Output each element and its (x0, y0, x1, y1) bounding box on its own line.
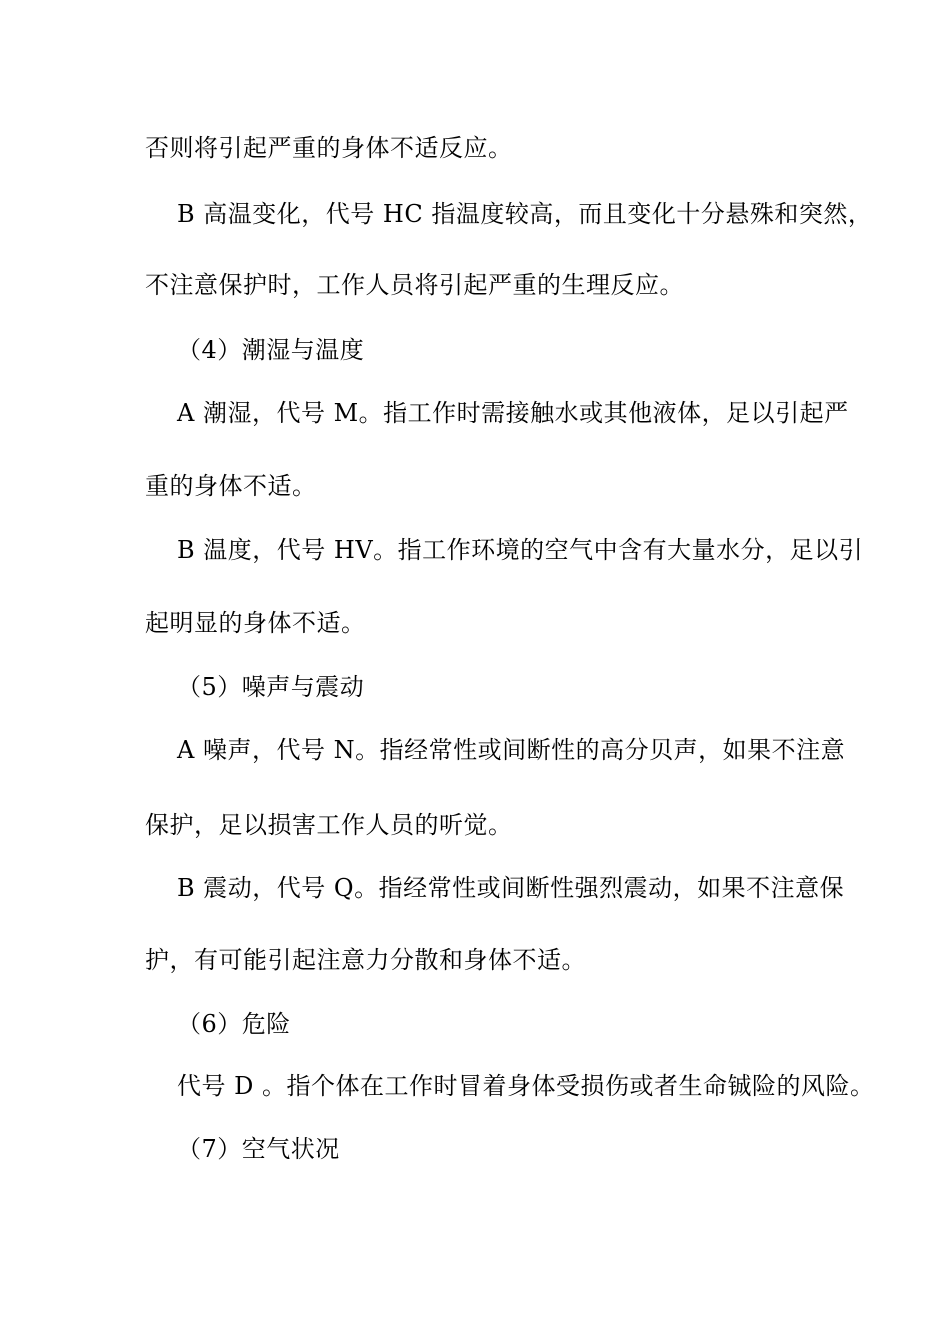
text-line: 起明显的身体不适。 (145, 609, 366, 637)
text-line: 保护，足以损害工作人员的听觉。 (145, 811, 513, 839)
section-heading: （4）潮湿与温度 (177, 336, 365, 364)
text-line: B 温度，代号 HV。指工作环境的空气中含有大量水分，足以引 (177, 536, 864, 564)
text-line: 不注意保护时，工作人员将引起严重的生理反应。 (145, 271, 684, 299)
section-heading: （6）危险 (177, 1010, 291, 1038)
text-line: B 震动，代号 Q。指经常性或间断性强烈震动，如果不注意保 (177, 874, 845, 902)
text-line: 否则将引起严重的身体不适反应。 (145, 134, 513, 162)
section-heading: （7）空气状况 (177, 1135, 340, 1163)
text-line: 代号 D 。指个体在工作时冒着身体受损伤或者生命铖险的风险。 (177, 1072, 875, 1100)
text-line: 护，有可能引起注意力分散和身体不适。 (145, 946, 586, 974)
text-line: A 噪声，代号 N。指经常性或间断性的高分贝声，如果不注意 (177, 736, 846, 764)
section-heading: （5）噪声与震动 (177, 673, 365, 701)
text-line: 重的身体不适。 (145, 472, 317, 500)
text-line: A 潮湿，代号 M。指工作时需接触水或其他液体，足以引起严 (177, 399, 849, 427)
text-line: B 高温变化，代号 HC 指温度较高，而且变化十分悬殊和突然， (177, 200, 873, 228)
